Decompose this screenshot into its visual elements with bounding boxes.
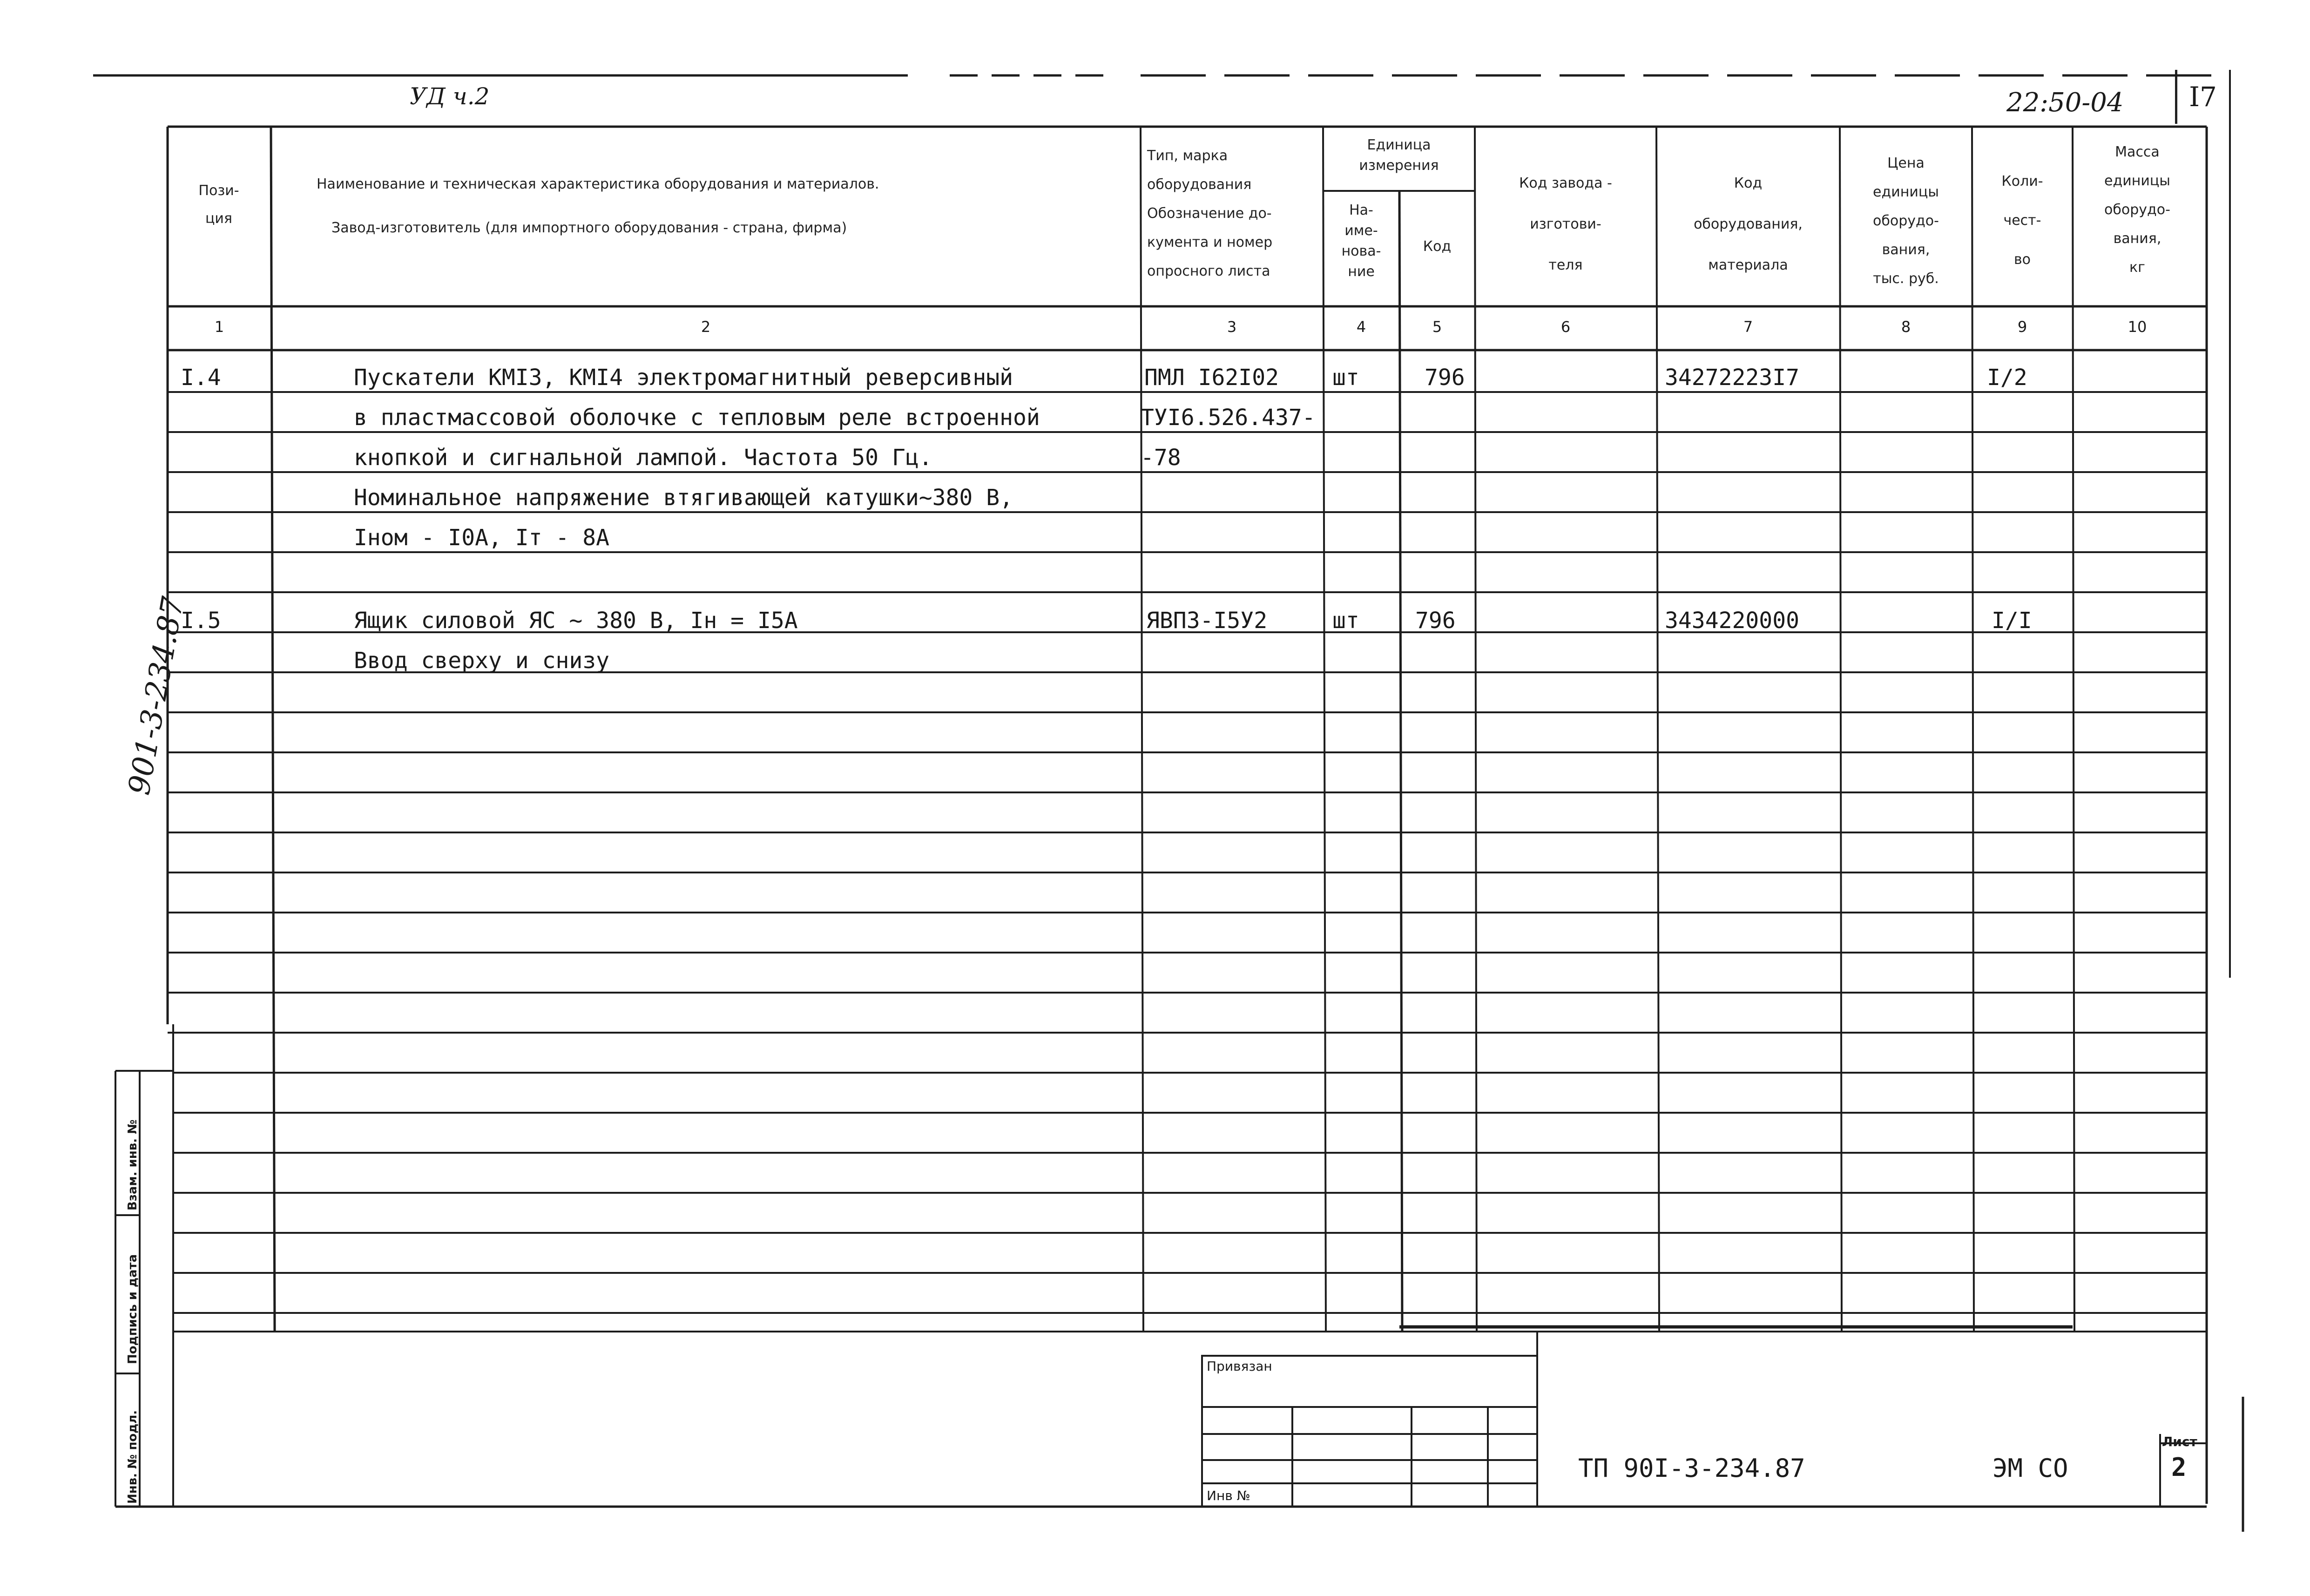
column-number-7: 7 [1743,318,1753,336]
row-unit: шт [1332,608,1359,634]
side-stamp-podpis: Подпись и дата [126,1254,140,1364]
row-unit-code: 796 [1415,608,1456,634]
row-name: Номинальное напряжение втягивающей катушки~380 В, [354,485,1013,511]
row-unit-code: 796 [1425,365,1465,391]
row-type: ЯВПЗ-I5У2 [1146,608,1268,634]
header-factory-code: Код завода - изготови- теля [1519,175,1612,273]
row-name: Ящик силовой ЯС ~ 380 В, Iн = I5А [354,608,798,634]
column-number-9: 9 [2017,318,2027,336]
stamp-inv-no: Инв № [1207,1488,1250,1503]
row-position: I.4 [181,365,221,391]
row-unit: шт [1332,365,1359,391]
header-unit-group: Единица измерения [1359,137,1439,174]
column-number-3: 3 [1227,318,1237,336]
row-name: Пускатели КМI3, КМI4 электромагнитный реверсивный [354,365,1013,391]
row-name: кнопкой и сигнальной лампой. Частота 50 Гц. [354,445,932,471]
column-number-4: 4 [1356,318,1366,336]
column-number-6: 6 [1560,318,1571,336]
row-equip-code: 3434220000 [1665,608,1799,634]
row-qty: I/2 [1987,365,2027,391]
sheet-number: I7 [2175,70,2229,124]
column-number-2: 2 [701,318,711,336]
header-name-line1: Наименование и техническая характеристика оборудования и материалов. [317,176,879,192]
header-equip-code: Код оборудования, материала [1694,175,1803,273]
header-type: Тип, марка оборудования Обозначение до- кумента и номер опросного листа [1147,148,1273,279]
header-price: Цена единицы оборудо- вания, тыс. руб. [1873,155,1939,287]
row-name: Ввод сверху и снизу [354,648,610,674]
header-mass: Масса единицы оборудо- вания, кг [2104,144,2170,276]
stamp-privyazan: Привязан [1207,1359,1272,1374]
header-qty: Коли- чест- во [2001,173,2043,268]
column-number-8: 8 [1901,318,1911,336]
header-name-line2: Завод-изготовитель (для импортного оборудования - страна, фирма) [331,220,847,236]
row-equip-code: 34272223I7 [1665,365,1799,391]
column-number-10: 10 [2128,318,2147,336]
stamp-section: ЭМ СО [1993,1454,2068,1483]
row-qty: I/I [1992,608,2032,634]
side-stamp-vzam: Взам. инв. № [126,1119,140,1211]
header-unit-name: На- име- нова- ние [1341,202,1381,280]
top-right-handwritten: 22:50-04 [2006,88,2124,118]
row-type: ТУI6.526.437- [1141,405,1316,431]
row-name: в пластмассовой оболочке с тепловым реле встроенной [354,405,1040,431]
row-position: I.5 [181,608,221,634]
column-number-5: 5 [1432,318,1442,336]
stamp-document-code: ТП 90I-3-234.87 [1578,1454,1805,1483]
column-number-1: 1 [214,318,224,336]
header-position: Пози- ция [198,183,239,227]
row-name: Iном - I0А, Iт - 8А [354,525,610,551]
row-type: ПМЛ I62I02 [1144,365,1279,391]
stamp-list-label: Лист [2162,1434,2197,1449]
side-stamp-inv: Инв. № подл. [126,1410,140,1504]
side-handwritten-code: 901-3-234.87 [122,594,191,798]
top-left-label: УД ч.2 [410,83,490,110]
stamp-list-value: 2 [2171,1453,2187,1482]
row-type: -78 [1141,445,1181,471]
header-unit-code: Код [1423,238,1452,255]
